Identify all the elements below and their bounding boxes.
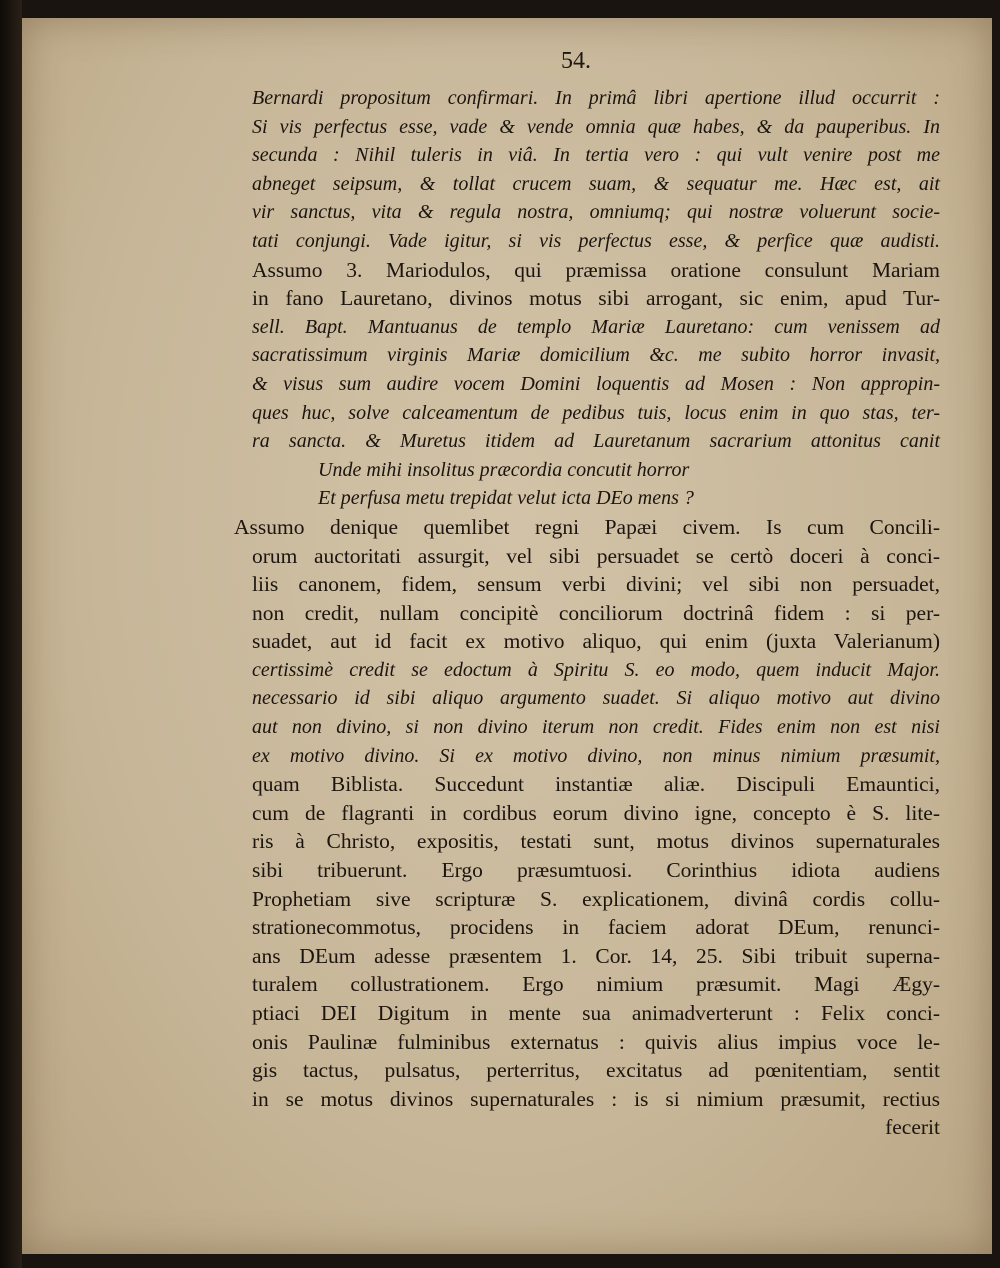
- text-line: Assumo denique quemlibet regni Papæi civem. Is cum Concili-: [234, 514, 940, 539]
- text-line: orum auctoritati assurgit, vel sibi persuadet se certò doceri à conci-: [252, 543, 940, 568]
- text-line: tati conjungi. Vade igitur, si vis perfectus esse, & perfice quæ audisti.: [252, 229, 940, 252]
- scan-left-edge: [0, 0, 22, 1268]
- text-line: cum de flagranti in cordibus eorum divino igne, concepto è S. lite-: [252, 800, 940, 825]
- text-line: vir sanctus, vita & regula nostra, omniumq; qui nostræ voluerunt socie-: [252, 201, 940, 224]
- text-line: in se motus divinos supernaturales : is si nimium præsumit, rectius: [252, 1086, 940, 1111]
- text-line: certissimè credit se edoctum à Spiritu S. eo modo, quem inducit Major.: [252, 658, 940, 681]
- text-line: sell. Bapt. Mantuanus de templo Mariæ Lauretano: cum venissem ad: [252, 315, 940, 338]
- text-line: quam Biblista. Succedunt instantiæ aliæ. Discipuli Emauntici,: [252, 772, 940, 797]
- text-line: sacratissimum virginis Mariæ domicilium &c. me subito horror invasit,: [252, 344, 940, 367]
- text-line: strationecommotus, procidens in faciem adorat DEum, renunci-: [252, 915, 940, 940]
- text-line: ques huc, solve calceamentum de pedibus tuis, locus enim in quo stas, ter-: [252, 401, 940, 424]
- page-body-text: [234, 84, 940, 1142]
- text-line: ris à Christo, expositis, testati sunt, motus divinos supernaturales: [252, 829, 940, 854]
- verse-line: Et perfusa metu trepidat velut icta DEo mens ?: [318, 487, 694, 510]
- text-line: gis tactus, pulsatus, perterritus, excitatus ad pœnitentiam, sentit: [252, 1058, 940, 1083]
- text-line: suadet, aut id facit ex motivo aliquo, qui enim (juxta Valerianum): [252, 629, 940, 654]
- text-line: non credit, nullam concipitè conciliorum doctrinâ fidem : si per-: [252, 600, 940, 625]
- verse-line: Unde mihi insolitus præcordia concutit horror: [318, 458, 690, 481]
- page-number: 54.: [561, 48, 591, 74]
- text-line: sibi tribuerunt. Ergo præsumtuosi. Corinthius idiota audiens: [252, 858, 940, 883]
- text-line: onis Paulinæ fulminibus externatus : quivis alius impius voce le-: [252, 1029, 940, 1054]
- text-line: Prophetiam sive scripturæ S. explicationem, divinâ cordis collu-: [252, 886, 940, 911]
- text-line: ra sancta. & Muretus itidem ad Lauretanum sacrarium attonitus canit: [252, 430, 940, 453]
- text-line: ptiaci DEI Digitum in mente sua animadverterunt : Felix conci-: [252, 1001, 940, 1025]
- text-line: turalem collustrationem. Ergo nimium præsumit. Magi Ægy-: [252, 972, 940, 997]
- text-line: aut non divino, si non divino iterum non credit. Fides enim non est nisi: [252, 716, 940, 739]
- text-line: Bernardi propositum confirmari. In primâ libri apertione illud occurrit :: [252, 87, 940, 109]
- text-line: Si vis perfectus esse, vade & vende omnia quæ habes, & da pauperibus. In: [252, 115, 940, 138]
- text-line: abneget seipsum, & tollat crucem suam, & sequatur me. Hæc est, ait: [252, 172, 940, 195]
- text-line: liis canonem, fidem, sensum verbi divini; vel sibi non persuadet,: [252, 572, 940, 597]
- text-line: in fano Lauretano, divinos motus sibi arrogant, sic enim, apud Tur-: [252, 286, 940, 311]
- catchword: fecerit: [885, 1115, 940, 1140]
- text-line: Assumo 3. Mariodulos, qui præmissa oratione consulunt Mariam: [252, 257, 940, 282]
- text-line: ans DEum adesse præsentem 1. Cor. 14, 25. Sibi tribuit superna-: [252, 943, 940, 968]
- text-line: & visus sum audire vocem Domini loquentis ad Mosen : Non appropin-: [252, 372, 940, 395]
- text-line: secunda : Nihil tuleris in viâ. In tertia vero : qui vult venire post me: [252, 144, 940, 167]
- text-line: ex motivo divino. Si ex motivo divino, non minus nimium præsumit,: [252, 744, 940, 767]
- text-line: necessario id sibi aliquo argumento suadet. Si aliquo motivo aut divino: [252, 687, 940, 710]
